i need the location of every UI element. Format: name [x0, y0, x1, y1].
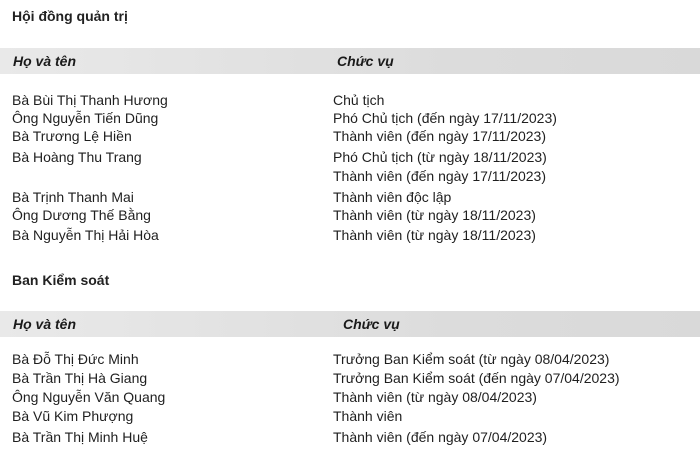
supervisory-section-title: Ban Kiểm soát	[12, 272, 110, 288]
board-section-title: Hội đồng quản trị	[12, 8, 128, 24]
board-row	[0, 148, 700, 166]
member-role: Thành viên (từ ngày 18/11/2023)	[333, 207, 536, 223]
board-row	[0, 127, 700, 145]
member-name: Bà Trần Thị Minh Huệ	[12, 429, 148, 445]
member-name: Ông Nguyễn Tiến Dũng	[12, 110, 159, 126]
member-name: Ông Dương Thế Bằng	[12, 207, 151, 223]
member-role: Trưởng Ban Kiểm soát (từ ngày 08/04/2023)	[333, 351, 610, 367]
member-name: Bà Vũ Kim Phượng	[12, 408, 134, 424]
member-name: Bà Trịnh Thanh Mai	[12, 189, 134, 205]
member-name: Bà Trần Thị Hà Giang	[12, 370, 148, 386]
board-col-role-header: Chức vụ	[337, 53, 394, 69]
supervisory-row	[0, 350, 700, 368]
member-role: Thành viên	[333, 408, 403, 424]
member-role: Phó Chủ tịch (đến ngày 17/11/2023)	[333, 110, 557, 126]
board-row	[0, 206, 700, 224]
supervisory-row	[0, 369, 700, 387]
member-role: Thành viên độc lập	[333, 189, 452, 205]
supervisory-table-header	[0, 311, 700, 337]
member-name: Bà Nguyễn Thị Hải Hòa	[12, 227, 159, 243]
board-row	[0, 167, 700, 185]
supervisory-col-role-header: Chức vụ	[343, 316, 400, 332]
member-name: Bà Đỗ Thị Đức Minh	[12, 351, 139, 367]
member-role: Thành viên (từ ngày 18/11/2023)	[333, 227, 536, 243]
member-role: Thành viên (đến ngày 17/11/2023)	[333, 168, 547, 184]
member-role: Chủ tịch	[333, 92, 385, 108]
board-row	[0, 91, 700, 109]
member-role: Thành viên (đến ngày 17/11/2023)	[333, 128, 547, 144]
member-name: Bà Hoàng Thu Trang	[12, 149, 142, 165]
member-name: Ông Nguyễn Văn Quang	[12, 389, 166, 405]
member-role: Trưởng Ban Kiểm soát (đến ngày 07/04/2023)	[333, 370, 620, 386]
member-name: Bà Trương Lệ Hiền	[12, 128, 132, 144]
member-role: Thành viên (từ ngày 08/04/2023)	[333, 389, 537, 405]
board-table-header	[0, 48, 700, 74]
member-name: Bà Bùi Thị Thanh Hương	[12, 92, 168, 108]
board-col-name-header: Họ và tên	[13, 53, 77, 69]
supervisory-row	[0, 388, 700, 406]
supervisory-col-name-header: Họ và tên	[13, 316, 77, 332]
board-row	[0, 109, 700, 127]
member-role: Thành viên (đến ngày 07/04/2023)	[333, 429, 548, 445]
board-row	[0, 226, 700, 244]
member-role: Phó Chủ tịch (từ ngày 18/11/2023)	[333, 149, 547, 165]
board-row	[0, 188, 700, 206]
supervisory-row	[0, 428, 700, 446]
supervisory-row	[0, 407, 700, 425]
